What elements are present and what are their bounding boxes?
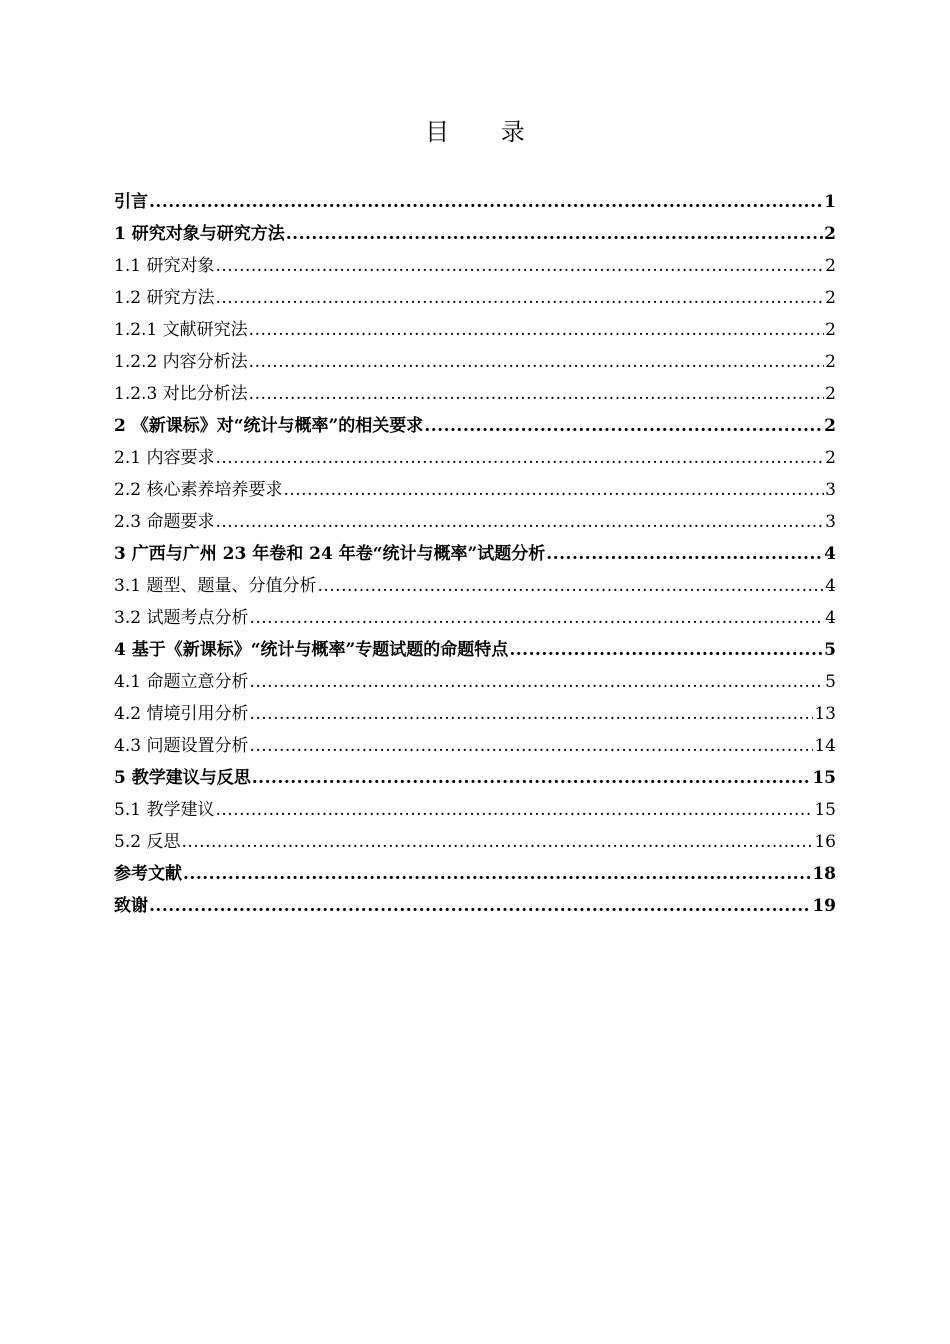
toc-entry-page: 15 [812,768,836,788]
toc-entry[interactable] [114,282,836,314]
toc-entry-page: 18 [812,864,836,884]
toc-entry-page: 2 [825,384,836,404]
toc-leader-dots [249,378,825,410]
toc-leader-dots [149,890,811,922]
toc-entry[interactable] [114,346,836,378]
toc-entry-page: 13 [814,704,836,724]
toc-entry-page: 4 [825,608,836,628]
toc-entry[interactable] [114,250,836,282]
toc-entry-page: 2 [824,416,836,436]
toc-entry[interactable] [114,634,836,666]
toc-leader-dots [424,410,823,442]
toc-entry[interactable] [114,218,836,250]
toc-leader-dots [249,698,813,730]
toc-entry[interactable] [114,826,836,858]
toc-entry-label: 1.1 研究对象 [114,256,215,276]
toc-entry-label: 引言 [114,192,148,212]
toc-leader-dots [181,826,813,858]
toc-leader-dots [249,346,825,378]
table-of-contents [114,186,836,922]
toc-entry[interactable] [114,890,836,922]
toc-entry-page: 19 [812,896,836,916]
toc-entry[interactable] [114,858,836,890]
toc-leader-dots [215,442,824,474]
toc-entry-label: 3.2 试题考点分析 [114,608,249,628]
toc-entry[interactable] [114,602,836,634]
toc-leader-dots [249,314,825,346]
toc-entry[interactable] [114,698,836,730]
toc-entry-label: 5 教学建议与反思 [114,768,251,788]
toc-entry-page: 2 [825,448,836,468]
toc-entry[interactable] [114,762,836,794]
toc-entry[interactable] [114,538,836,570]
toc-entry[interactable] [114,186,836,218]
toc-entry-label: 5.1 教学建议 [114,800,215,820]
toc-entry-label: 1.2.1 文献研究法 [114,320,248,340]
toc-entry[interactable] [114,794,836,826]
toc-entry[interactable] [114,730,836,762]
toc-entry-label: 2.1 内容要求 [114,448,215,468]
toc-entry-page: 16 [814,832,836,852]
toc-entry-page: 2 [825,256,836,276]
toc-entry-page: 4 [825,576,836,596]
toc-entry-label: 参考文献 [114,864,182,884]
toc-entry-label: 1 研究对象与研究方法 [114,224,285,244]
toc-entry[interactable] [114,666,836,698]
toc-entry-label: 1.2.3 对比分析法 [114,384,248,404]
toc-leader-dots [249,602,824,634]
toc-entry-page: 5 [825,672,836,692]
toc-entry-page: 14 [814,736,836,756]
toc-leader-dots [149,186,823,218]
toc-entry-label: 4.1 命题立意分析 [114,672,249,692]
toc-leader-dots [183,858,811,890]
toc-entry-label: 1.2 研究方法 [114,288,215,308]
toc-entry-page: 2 [824,224,836,244]
toc-entry[interactable] [114,442,836,474]
toc-entry[interactable] [114,474,836,506]
toc-entry[interactable] [114,570,836,602]
toc-entry-label: 致谢 [114,896,148,916]
toc-entry-label: 3.1 题型、题量、分值分析 [114,576,317,596]
toc-entry-page: 1 [824,192,836,212]
toc-leader-dots [249,666,824,698]
toc-leader-dots [215,794,813,826]
page-title: 目 录 [425,118,547,146]
toc-leader-dots [509,634,823,666]
toc-leader-dots [546,538,823,570]
toc-entry[interactable] [114,314,836,346]
toc-entry[interactable] [114,506,836,538]
toc-entry-page: 3 [825,480,836,500]
toc-entry-page: 2 [825,320,836,340]
toc-leader-dots [215,282,824,314]
toc-entry-page: 4 [824,544,836,564]
toc-entry-label: 2.3 命题要求 [114,512,215,532]
toc-leader-dots [215,506,824,538]
toc-entry-label: 4.3 问题设置分析 [114,736,249,756]
toc-entry[interactable] [114,410,836,442]
toc-leader-dots [317,570,824,602]
toc-leader-dots [252,762,812,794]
toc-leader-dots [249,730,813,762]
toc-entry-label: 3 广西与广州 23 年卷和 24 年卷“统计与概率”试题分析 [114,544,546,564]
toc-entry-label: 1.2.2 内容分析法 [114,352,248,372]
toc-entry[interactable] [114,378,836,410]
toc-entry-label: 4.2 情境引用分析 [114,704,249,724]
toc-entry-label: 2.2 核心素养培养要求 [114,480,283,500]
toc-entry-page: 15 [814,800,836,820]
toc-leader-dots [283,474,824,506]
toc-entry-page: 3 [825,512,836,532]
toc-entry-label: 4 基于《新课标》“统计与概率”专题试题的命题特点 [114,640,509,660]
toc-leader-dots [215,250,824,282]
toc-entry-label: 2 《新课标》对“统计与概率”的相关要求 [114,416,424,436]
toc-entry-page: 2 [825,352,836,372]
toc-leader-dots [286,218,823,250]
toc-entry-page: 2 [825,288,836,308]
toc-entry-label: 5.2 反思 [114,832,181,852]
toc-entry-page: 5 [824,640,836,660]
